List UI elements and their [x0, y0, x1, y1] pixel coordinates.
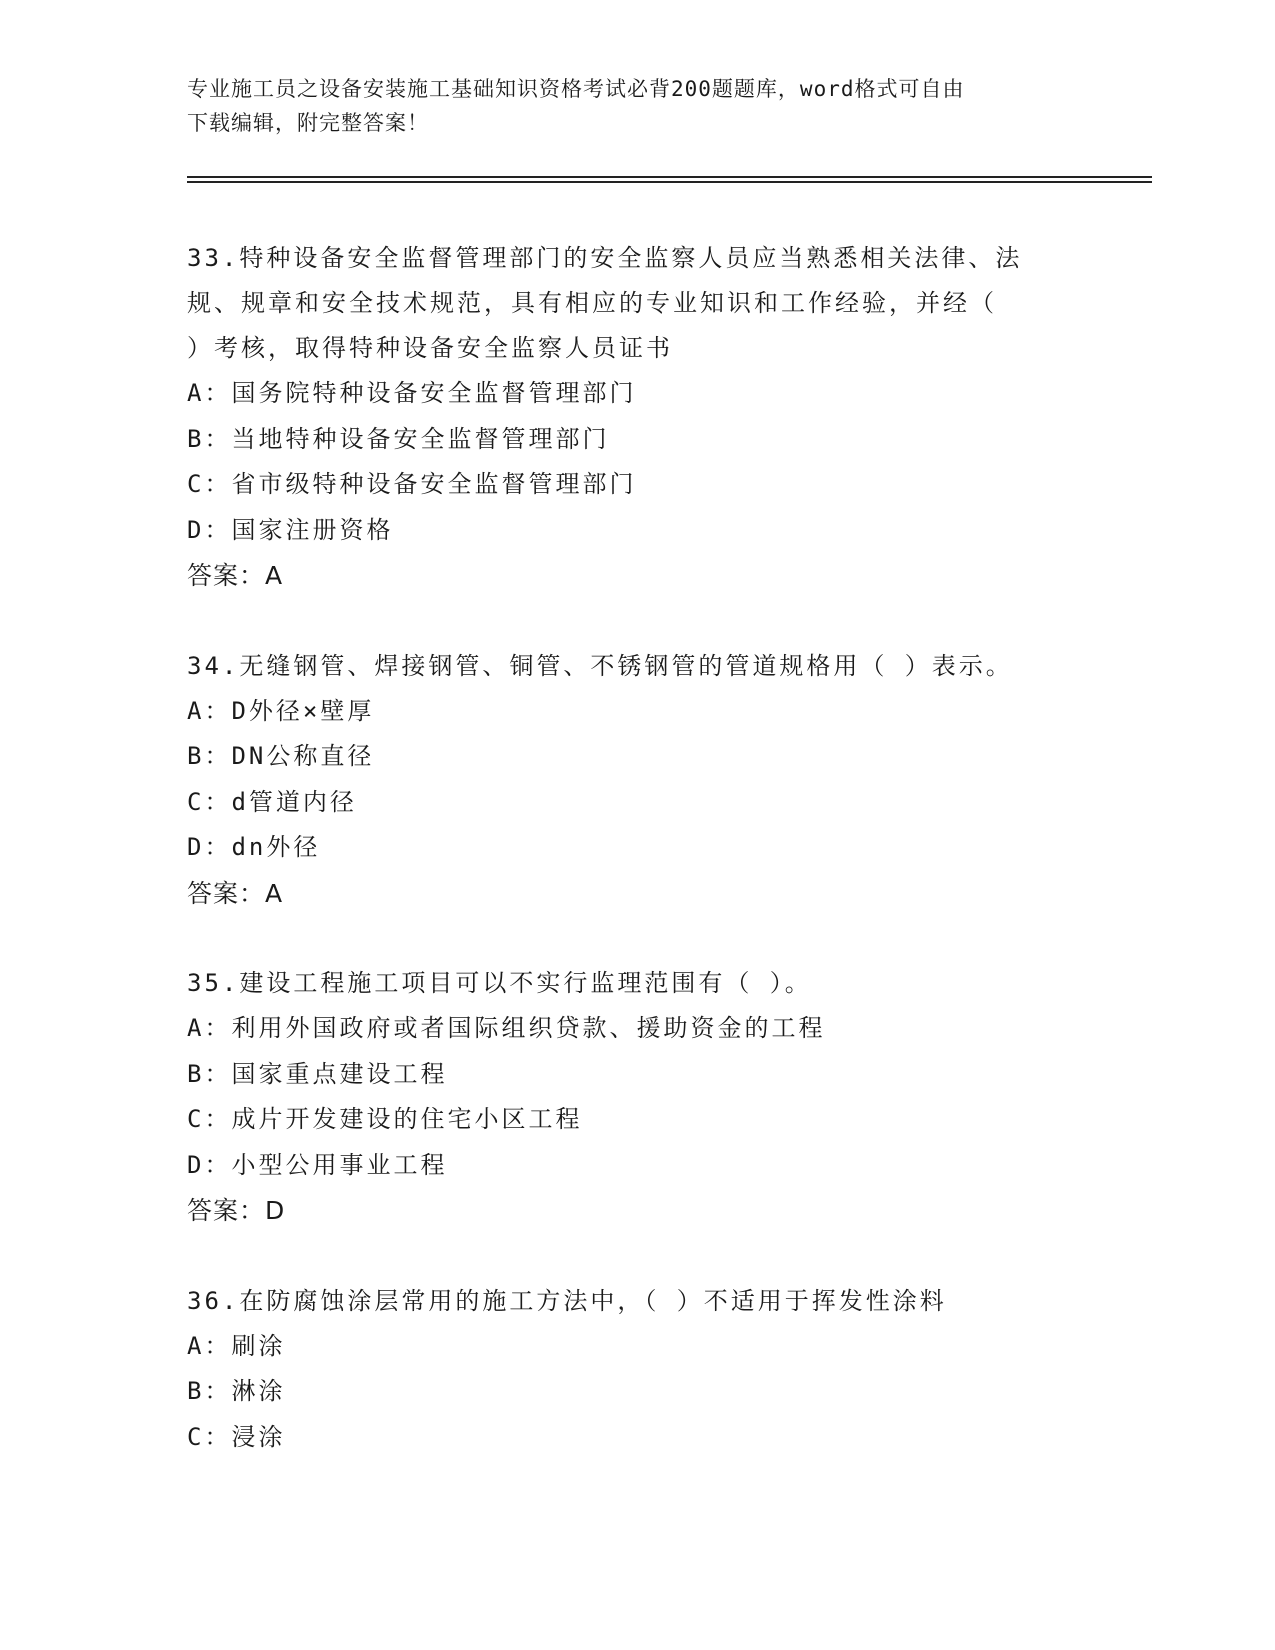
option-key: C： — [187, 470, 232, 498]
option-c — [187, 1415, 1087, 1461]
header-line-1: 专业施工员之设备安装施工基础知识资格考试必背200题题库，word格式可自由 — [187, 77, 965, 101]
answer-line: 答案：A — [187, 878, 284, 908]
answer-line: 答案：A — [187, 561, 284, 590]
question-spacer — [187, 1234, 1087, 1279]
option-key: A： — [187, 1331, 232, 1360]
option-key: D： — [187, 833, 232, 861]
option-key: A： — [187, 1014, 232, 1042]
option-key: B： — [187, 742, 232, 770]
option-text: dn外径 — [231, 833, 321, 861]
option-key: B： — [187, 1059, 232, 1088]
option-text: 国家注册资格 — [231, 515, 394, 544]
question-text-line: 33.特种设备安全监督管理部门的安全监察人员应当熟悉相关法律、法 — [187, 244, 1023, 272]
option-d — [187, 825, 1087, 871]
answer-line: 答案：D — [187, 1196, 286, 1225]
option-text: 刷涂 — [231, 1331, 286, 1360]
option-d — [187, 508, 1087, 554]
option-key: D： — [187, 515, 232, 544]
question-text-line: 规、规章和安全技术规范，具有相应的专业知识和工作经验，并经（ — [187, 289, 997, 317]
option-text: 省市级特种设备安全监督管理部门 — [231, 470, 637, 498]
option-a — [187, 1324, 1087, 1370]
question-34 — [187, 644, 1087, 917]
option-key: C： — [187, 1105, 232, 1133]
question-text-line: 36.在防腐蚀涂层常用的施工方法中，（ ）不适用于挥发性涂料 — [187, 1286, 947, 1315]
header-divider-top — [187, 176, 1152, 178]
question-text-line: ）考核，取得特种设备安全监察人员证书 — [187, 334, 673, 362]
document-header — [187, 72, 1087, 140]
option-text: 淋涂 — [231, 1377, 286, 1405]
option-text: D外径×壁厚 — [231, 696, 375, 725]
option-key: B： — [187, 424, 232, 453]
question-text-line: 35.建设工程施工项目可以不实行监理范围有（ ）。 — [187, 969, 812, 997]
option-key: A： — [187, 696, 232, 725]
option-text: 国务院特种设备安全监督管理部门 — [231, 379, 637, 407]
option-key: D： — [187, 1150, 232, 1179]
option-c — [187, 1097, 1087, 1143]
option-b — [187, 734, 1087, 780]
question-36 — [187, 1279, 1087, 1461]
header-line-2: 下载编辑，附完整答案！ — [187, 111, 429, 135]
option-c — [187, 462, 1087, 508]
option-key: C： — [187, 1422, 232, 1451]
question-list — [187, 236, 1087, 1460]
option-text: 浸涂 — [231, 1422, 286, 1451]
option-c — [187, 780, 1087, 826]
option-a — [187, 1006, 1087, 1052]
option-b — [187, 417, 1087, 463]
option-text: 当地特种设备安全监督管理部门 — [231, 424, 610, 453]
question-text-line: 34.无缝钢管、焊接钢管、铜管、不锈钢管的管道规格用（ ）表示。 — [187, 651, 1013, 680]
question-35 — [187, 961, 1087, 1234]
option-a — [187, 371, 1087, 417]
option-text: 国家重点建设工程 — [231, 1059, 448, 1088]
option-key: B： — [187, 1377, 232, 1405]
option-b — [187, 1369, 1087, 1415]
header-divider-bottom — [187, 181, 1152, 183]
option-d — [187, 1143, 1087, 1189]
option-text: 成片开发建设的住宅小区工程 — [231, 1105, 583, 1133]
option-text: 利用外国政府或者国际组织贷款、援助资金的工程 — [231, 1014, 826, 1042]
option-key: A： — [187, 379, 232, 407]
option-text: DN公称直径 — [231, 742, 375, 770]
option-text: 小型公用事业工程 — [231, 1150, 448, 1179]
question-spacer — [187, 599, 1087, 644]
option-text: d管道内径 — [231, 787, 357, 816]
option-b — [187, 1052, 1087, 1098]
question-spacer — [187, 916, 1087, 961]
option-key: C： — [187, 787, 232, 816]
option-a — [187, 689, 1087, 735]
question-33 — [187, 236, 1087, 599]
